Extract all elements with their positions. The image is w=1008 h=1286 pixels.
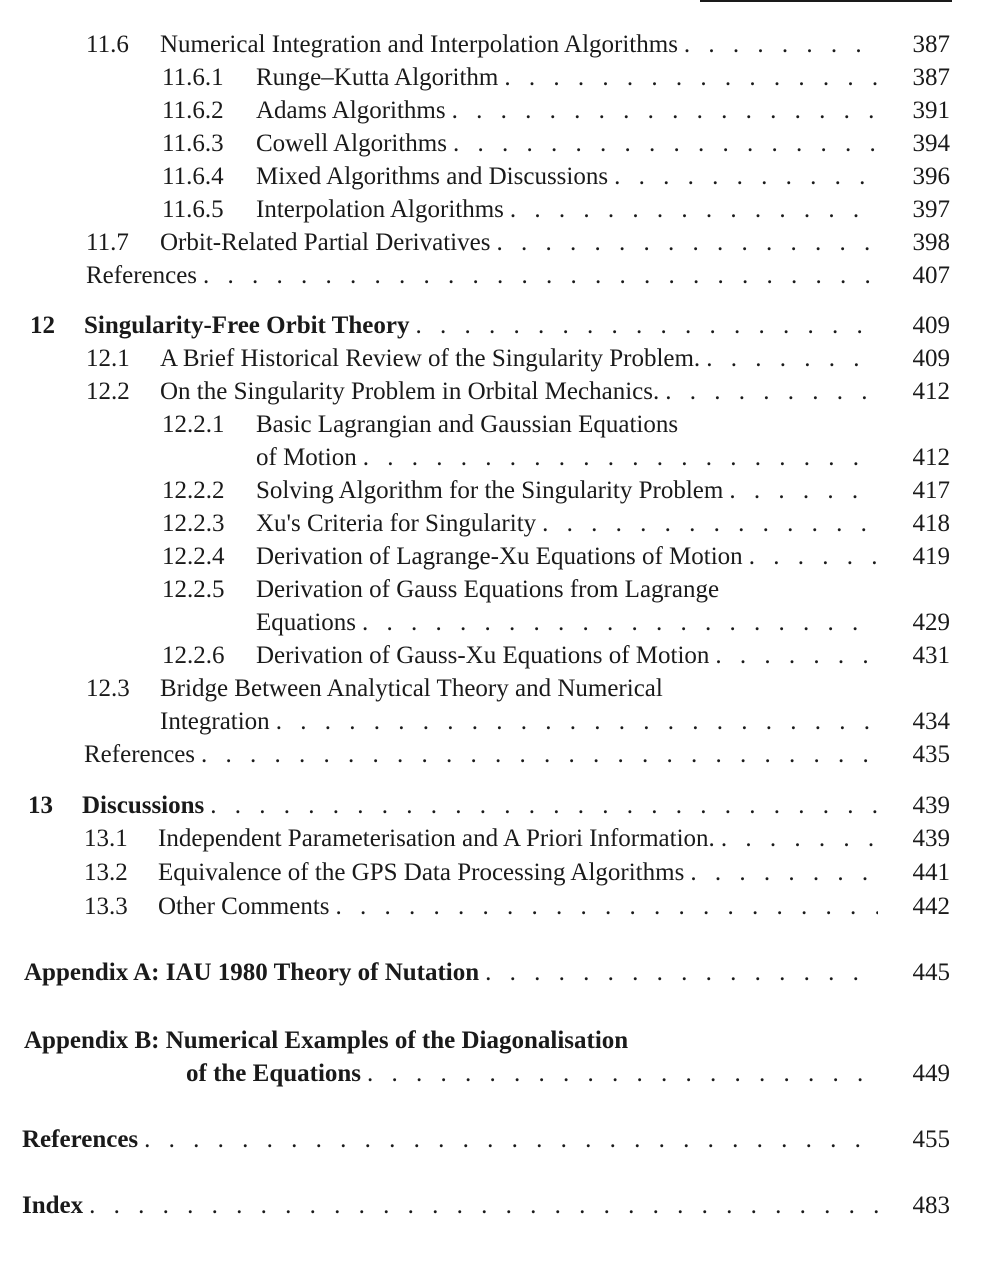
leader-dots — [336, 890, 878, 923]
chapter-number: 12 — [30, 312, 55, 339]
toc-entry — [0, 193, 1008, 226]
toc-entry — [0, 408, 1008, 441]
section-number: 12.1 — [86, 345, 130, 372]
section-number: 11.6.3 — [162, 130, 224, 157]
page-number: 394 — [912, 130, 950, 157]
chapter-number: 13 — [28, 792, 53, 819]
leader-dots — [715, 639, 878, 672]
page-number: 431 — [912, 642, 950, 669]
section-number: 12.2 — [86, 378, 130, 405]
page-number: 412 — [912, 378, 950, 405]
leader-dots — [453, 127, 878, 160]
section-number: 11.6.4 — [162, 163, 224, 190]
section-title: Interpolation Algorithms . . . — [256, 193, 888, 226]
toc-entry — [0, 822, 1008, 855]
back-matter-title: Index . . . — [22, 1189, 888, 1222]
section-title: Independent Parameterisation and A Priori Information. . . . — [158, 822, 888, 855]
section-number: 11.6.2 — [162, 97, 224, 124]
leader-dots — [210, 789, 878, 822]
leader-dots — [706, 342, 878, 375]
toc-entry — [0, 226, 1008, 259]
toc-entry — [0, 342, 1008, 375]
section-title: Derivation of Gauss-Xu Equations of Motion . . . — [256, 639, 888, 672]
leader-dots — [504, 61, 878, 94]
appendix-title: Appendix B: Numerical Examples of the Diagonalisation — [24, 1027, 629, 1054]
section-title: Basic Lagrangian and Gaussian Equations — [256, 411, 679, 438]
page-number: 407 — [912, 262, 950, 289]
chapter-title: Discussions . . . — [82, 789, 888, 822]
chapter-entry — [0, 789, 1008, 822]
section-number: 12.2.2 — [162, 477, 225, 504]
section-number: 13.1 — [84, 825, 128, 852]
back-matter-entry — [0, 1123, 1008, 1156]
leader-dots — [614, 160, 878, 193]
toc-entry — [0, 259, 1008, 292]
section-number: 13.3 — [84, 893, 128, 920]
leader-dots — [665, 375, 878, 408]
toc-entry — [0, 127, 1008, 160]
toc-entry-continuation — [0, 441, 1008, 474]
chapter-entry — [0, 309, 1008, 342]
leader-dots — [721, 822, 878, 855]
toc-entry — [0, 639, 1008, 672]
section-title: Derivation of Gauss Equations from Lagrange — [256, 576, 720, 603]
section-title: Cowell Algorithms . . . — [256, 127, 888, 160]
page-number: 409 — [912, 345, 950, 372]
page-number: 483 — [912, 1192, 950, 1219]
toc-entry — [0, 507, 1008, 540]
leader-dots — [144, 1123, 878, 1156]
section-title: On the Singularity Problem in Orbital Mechanics. . . . — [160, 375, 888, 408]
toc-entry — [0, 474, 1008, 507]
page-number: 418 — [912, 510, 950, 537]
section-title: Xu's Criteria for Singularity . . . — [256, 507, 888, 540]
toc-entry — [0, 573, 1008, 606]
section-title: Numerical Integration and Interpolation Algorithms . . . — [160, 28, 888, 61]
section-title: Runge–Kutta Algorithm . . . — [256, 61, 888, 94]
leader-dots — [415, 309, 878, 342]
toc-entry — [0, 28, 1008, 61]
section-title: Solving Algorithm for the Singularity Problem . . . — [256, 474, 888, 507]
page-number: 455 — [912, 1126, 950, 1153]
appendix-title-continued: of the Equations . . . — [186, 1057, 888, 1090]
toc-entry-continuation — [0, 606, 1008, 639]
section-title: A Brief Historical Review of the Singularity Problem. . . . — [160, 342, 888, 375]
chapter-title: Singularity-Free Orbit Theory . . . — [84, 309, 888, 342]
section-number: 12.2.3 — [162, 510, 225, 537]
page-number: 387 — [912, 64, 950, 91]
toc-entry — [0, 94, 1008, 127]
section-title: Orbit-Related Partial Derivatives . . . — [160, 226, 888, 259]
page-number: 412 — [912, 444, 950, 471]
page-number: 449 — [912, 1060, 950, 1087]
leader-dots — [749, 540, 878, 573]
toc-entry — [0, 61, 1008, 94]
leader-dots — [89, 1189, 878, 1222]
leader-dots — [203, 259, 878, 292]
appendix-entry — [0, 956, 1008, 989]
leader-dots — [362, 606, 878, 639]
back-matter-title: References . . . — [22, 1123, 888, 1156]
leader-dots — [690, 856, 878, 889]
toc-entry — [0, 160, 1008, 193]
leader-dots — [684, 28, 878, 61]
page-number: 439 — [912, 825, 950, 852]
page-number: 398 — [912, 229, 950, 256]
section-title-continued: Integration . . . — [160, 705, 888, 738]
toc-entry — [0, 856, 1008, 889]
appendix-title: Appendix A: IAU 1980 Theory of Nutation . . . — [24, 956, 888, 989]
toc-entry — [0, 540, 1008, 573]
section-title: Other Comments . . . — [158, 890, 888, 923]
leader-dots — [542, 507, 878, 540]
page-number: 409 — [912, 312, 950, 339]
page-number: 397 — [912, 196, 950, 223]
leader-dots — [363, 441, 878, 474]
leader-dots — [496, 226, 878, 259]
page-number: 445 — [912, 959, 950, 986]
page-number: 439 — [912, 792, 950, 819]
section-number: 12.2.5 — [162, 576, 225, 603]
leader-dots — [201, 738, 878, 771]
leader-dots — [367, 1057, 878, 1090]
page-number: 441 — [912, 859, 950, 886]
leader-dots — [452, 94, 878, 127]
section-title: Adams Algorithms . . . — [256, 94, 888, 127]
page-number: 417 — [912, 477, 950, 504]
toc-entry — [0, 672, 1008, 705]
section-number: 12.2.1 — [162, 411, 225, 438]
leader-dots — [485, 956, 878, 989]
page-number: 387 — [912, 31, 950, 58]
toc-entry — [0, 375, 1008, 408]
section-title: Derivation of Lagrange-Xu Equations of Motion . . . — [256, 540, 888, 573]
section-title: Mixed Algorithms and Discussions . . . — [256, 160, 888, 193]
section-number: 13.2 — [84, 859, 128, 886]
section-number: 12.2.6 — [162, 642, 225, 669]
appendix-entry-continuation — [0, 1057, 1008, 1090]
top-rule — [700, 0, 952, 2]
section-title: References . . . — [86, 259, 888, 292]
section-number: 11.6.5 — [162, 196, 224, 223]
back-matter-entry — [0, 1189, 1008, 1222]
section-number: 11.6.1 — [162, 64, 224, 91]
page-number: 391 — [912, 97, 950, 124]
page-number: 396 — [912, 163, 950, 190]
appendix-entry — [0, 1024, 1008, 1057]
toc-entry — [0, 738, 1008, 771]
section-title: References . . . — [84, 738, 888, 771]
section-title: Equivalence of the GPS Data Processing Algorithms . . . — [158, 856, 888, 889]
section-title: Bridge Between Analytical Theory and Numerical — [160, 675, 663, 702]
section-title-continued: Equations . . . — [256, 606, 888, 639]
page-number: 435 — [912, 741, 950, 768]
leader-dots — [276, 705, 878, 738]
section-number: 11.6 — [86, 31, 129, 58]
page-number: 429 — [912, 609, 950, 636]
page-number: 419 — [912, 543, 950, 570]
page-number: 434 — [912, 708, 950, 735]
section-title-continued: of Motion . . . — [256, 441, 888, 474]
leader-dots — [510, 193, 878, 226]
toc-entry-continuation — [0, 705, 1008, 738]
section-number: 12.2.4 — [162, 543, 225, 570]
page-number: 442 — [912, 893, 950, 920]
section-number: 12.3 — [86, 675, 130, 702]
leader-dots — [729, 474, 878, 507]
toc-entry — [0, 890, 1008, 923]
section-number: 11.7 — [86, 229, 129, 256]
